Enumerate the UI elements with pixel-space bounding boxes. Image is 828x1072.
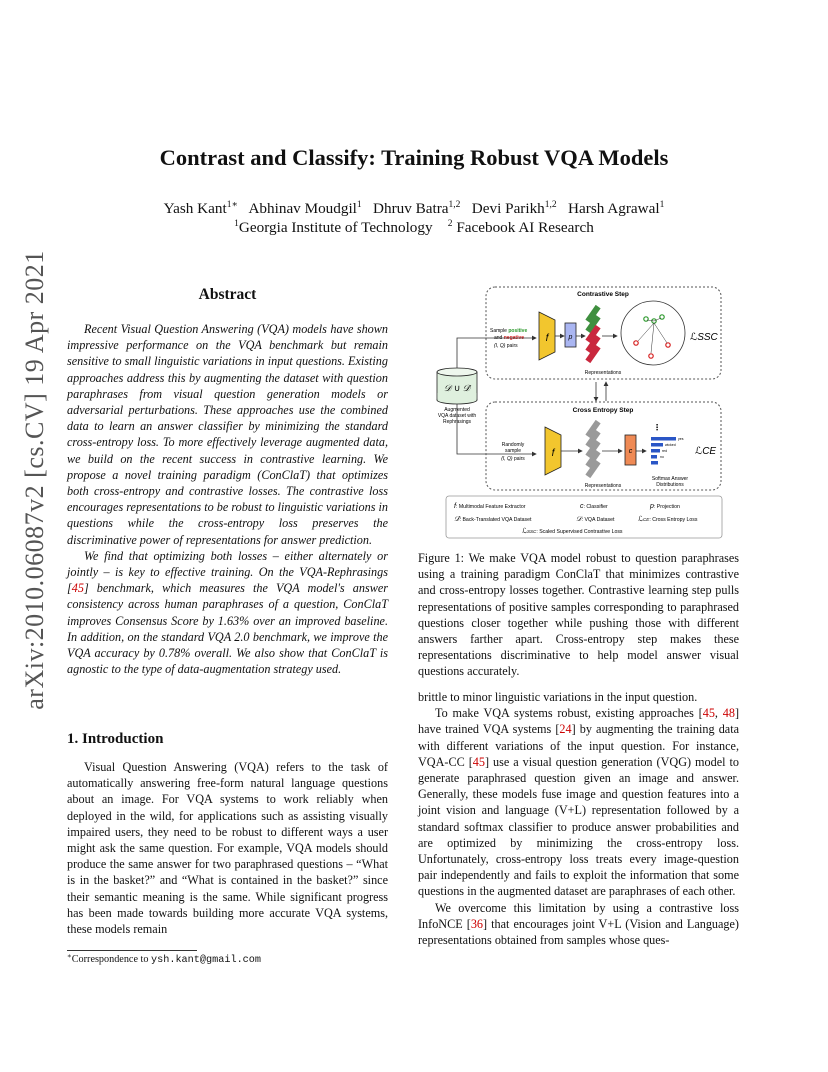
footnote-mark: ∗ [67,952,72,960]
c-label: c [628,448,633,455]
body-text: ] have trained VQA systems [ [418,706,739,737]
answer-label: wicked [665,443,676,447]
body-text: , [714,706,723,721]
abstract-text: ] benchmark, which measures the VQA model's answer consistency across human paraphrases of a question, ConClaT improves Consensus Score by 1.63% over an improved baseline. In addition, on the standard VQA 2.0 benchmark, we improve the VQA accuracy by 0.78% overall. We also show that ConClaT is agnostic to the type of data-augmentation strategy used. [67,581,388,677]
negative-point [649,354,653,358]
citation-link[interactable]: 48 [722,706,735,721]
author-mark: 1 [356,200,362,210]
author-mark: 1,2 [448,200,461,210]
abstract-text: We find that optimizing both losses – either alternately or jointly – is key to effective training. On the VQA-Rephrasings [ [67,548,388,596]
representations-label: Representations [584,370,622,376]
softmax-label: Distributions [656,482,684,488]
body-paragraph: Visual Question Answering (VQA) refers to the task of automatically answering free-form natural language questions about an image. For VQA systems to work reliably when deployed in the wild, for applications such as assisting visually impaired users, they need to be robust to different ways a user might ask the same question. For example, VQA models should produce the same answer for two paraphrased questions – “What is in the basket?” and “What is contained in the basket?” since their semantic meaning is the same. While significant progress has been made towards building more accurate VQA systems, these models remain [67,760,388,937]
dataset-caption: VQA dataset with [437,413,477,419]
footnote-rule [67,950,197,951]
representation-stack [585,305,600,363]
representations-label: Representations [584,483,622,489]
sample-label: Sample positive [490,328,528,334]
legend-entry: c: Classifier [580,503,608,510]
body-text: ] by augmenting the training data with different variations of the input question. For instance, VQA-CC [ [418,722,739,769]
author-mark: 1,2 [544,200,557,210]
f-label: f [551,448,555,459]
abstract-body [67,321,388,677]
body-paragraph [418,705,739,899]
answer-label: red [662,449,668,453]
body-paragraph: brittle to minor linguistic variations in the input question. [418,690,698,704]
figure-diagram [418,283,739,541]
random-sample-label: Randomly [501,442,525,448]
arxiv-identifier: arXiv:2010.06087v2 [cs.CV] 19 Apr 2021 [20,250,49,710]
author-mark: 1∗ [226,200,238,210]
citation-link[interactable]: 45 [71,581,84,596]
body-text: We overcome this limitation by using a contrastive loss InfoNCE [ [418,900,739,931]
sample-label: and negative [494,335,525,341]
citation-link[interactable]: 45 [472,754,485,769]
right-column-body [418,689,739,948]
citation-link[interactable]: 45 [702,706,715,721]
legend-entry: 𝒟: VQA Dataset [576,516,615,523]
author-name: Yash Kant [163,200,227,217]
author-name: Abhinav Moudgil [248,200,357,217]
affiliation-mark: 2 [447,219,453,229]
representation-stack [585,420,600,478]
figure-caption: Figure 1: We make VQA model robust to question paraphrases using a training paradigm ConClaT that minimizes contrastive and cross-entropy losses together. Contrastive learning step pulls representations of positive samples corresponding to paraphrased questions closer together while pushing those with different answers farther apart. Cross-entropy step makes these representations discriminative to help model answer visual questions accurately. [418,551,739,679]
pairs-label: (I, Q) pairs [494,343,518,349]
contrastive-step-title: Contrastive Step [577,291,629,298]
legend-entry: p: Projection [650,503,680,510]
abstract-heading: Abstract [198,286,257,303]
author-names [0,199,828,218]
cross-entropy-step-title: Cross Entropy Step [572,407,634,414]
f-label: f [545,333,549,344]
negative-point [666,343,670,347]
figure-1 [418,283,739,541]
abstract-paragraph [67,548,388,678]
footnote-text: Correspondence to [71,954,151,965]
random-sample-label: sample [504,448,522,454]
legend-entry: ℒSSC: Scaled Supervised Contrastive Loss [522,528,623,535]
answer-label: no [660,455,664,459]
citation-link[interactable]: 24 [559,722,572,737]
legend-entry: 𝒟̂: Back-Translated VQA Dataset [454,516,532,523]
l-ssc-label: ℒSSC [690,332,718,343]
affiliations [0,218,828,237]
intro-body [67,759,388,937]
footnote [67,954,261,966]
body-paragraph [418,900,739,949]
footnote-email[interactable]: ysh.kant@gmail.com [150,955,262,966]
author-block [0,199,828,237]
author-name: Devi Parikh [471,200,545,217]
negative-point [634,341,638,345]
dataset-symbol: 𝒟 ∪ 𝒟̂ [444,383,470,393]
affiliation-mark: 1 [234,219,239,229]
answer-label: yes [678,437,684,441]
citation-link[interactable]: 36 [470,916,483,931]
author-name: Dhruv Batra [373,200,449,217]
paper-title: Contrast and Classify: Training Robust VQA Models [159,145,669,170]
legend-entry: f: Multimodal Feature Extractor [454,503,526,510]
affiliation: Facebook AI Research [456,219,594,236]
body-text: To make VQA systems robust, existing approaches [ [435,706,703,721]
dataset-caption: Rephrasings [442,419,472,425]
l-ce-label: ℒCE [695,446,717,457]
section-heading-introduction: 1. Introduction [67,731,164,747]
arxiv-sidebar [10,250,60,710]
random-sample-label: (I, Q) pairs [501,456,525,462]
author-mark: 1 [659,200,665,210]
body-text: ] that encourages joint V+L (Vision and Language) representations obtained from samples whose ques- [418,916,739,948]
author-name: Harsh Agrawal [568,200,660,217]
abstract-paragraph: Recent Visual Question Answering (VQA) models have shown impressive performance on the VQA benchmark but remain sensitive to small linguistic variations in input questions. Existing approaches address this by augmenting the dataset with question paraphrases from visual question generation models or adversarial perturbations. These approaches use the combined data to learn an answer classifier by minimizing the standard cross-entropy loss. To more effectively leverage augmented data, we build on the recent success in contrastive learning. We propose a novel training paradigm (ConClaT) that optimizes both cross-entropy and contrastive losses. The contrastive loss encourages representations to be robust to linguistic variations in questions while the cross-entropy loss preserves the discriminative power of representations for answer prediction. [67,322,388,547]
dataset-caption: Augmented [444,407,470,413]
ellipsis-dots: ⋮ [653,423,661,432]
positive-point [644,317,648,321]
legend-entry: ℒCE: Cross Entropy Loss [638,516,698,523]
body-text: ] use a visual question generation (VQG) model to generate paraphrased question given an image and answer. Generally, these models fuse image and question features into a joint vision and language (V+L) representation followed by a standard softmax classifier to produce answer probabilities and are optimized by minimizing the cross-entropy loss. Unfortunately, cross-entropy loss treats every image-question pair independently and fails to exploit the information that some questions in the augmented dataset are paraphrases of each other. [418,754,739,899]
softmax-label: Softmax Answer [651,476,689,482]
positive-point [660,315,664,319]
affiliation: Georgia Institute of Technology [238,219,433,236]
p-label: p [568,334,573,341]
